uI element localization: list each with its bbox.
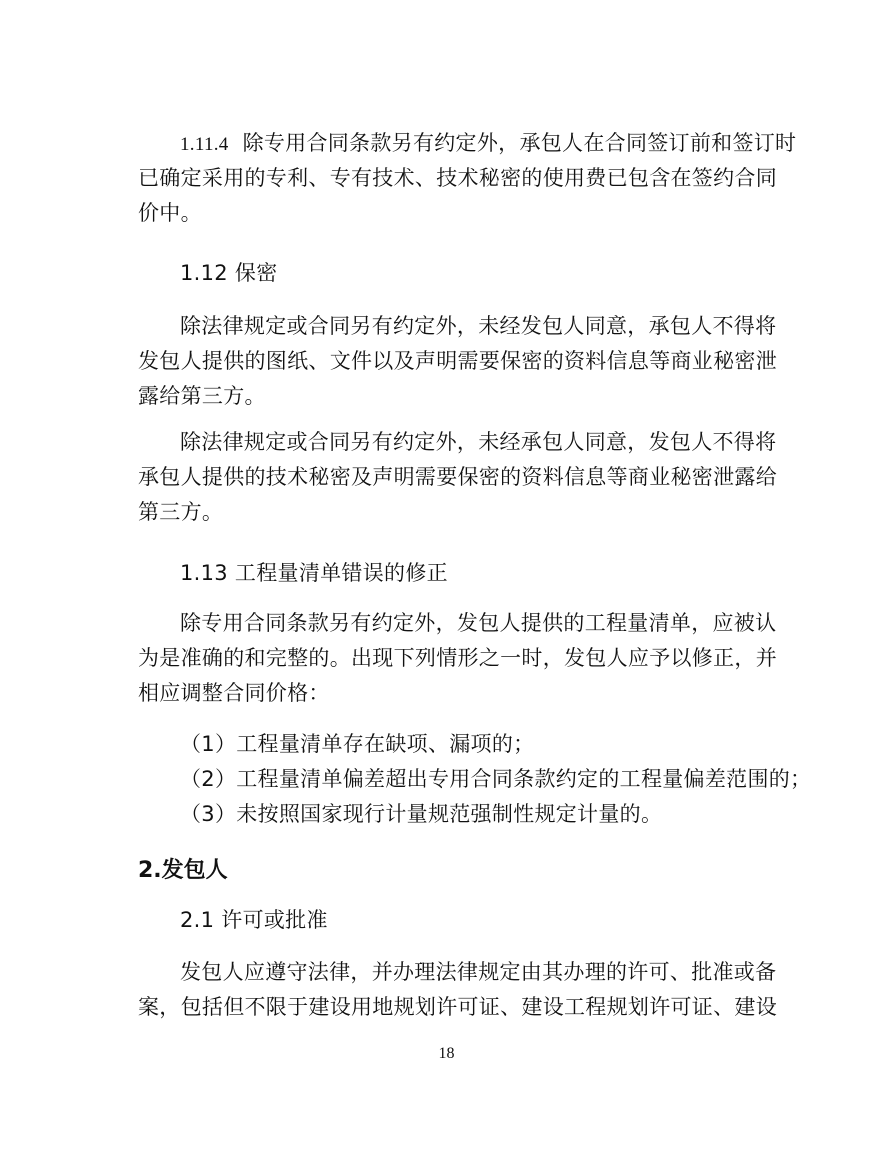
paragraph-line: 相应调整合同价格： [138,681,330,705]
section-heading: 1.12 保密 [180,261,278,285]
heading-1-12 [138,256,778,291]
heading-2-1 [138,903,778,938]
clause-1-11-4-line-1 [138,126,797,161]
section-heading: 2.1 许可或批准 [180,908,328,932]
list-item: （3）未按照国家现行计量规范强制性规定计量的。 [180,802,663,826]
paragraph-line: 案，包括但不限于建设用地规划许可证、建设工程规划许可证、建设 [138,995,777,1019]
chapter-heading: 2.发包人 [138,858,228,883]
paragraph-1-13 [138,606,778,711]
paragraph-line: 除法律规定或合同另有约定外，未经承包人同意，发包人不得将 [180,430,777,454]
paragraph-line: 发包人提供的图纸、文件以及声明需要保密的资料信息等商业秘密泄 [138,349,777,373]
paragraph-2-1 [138,955,778,1025]
clause-1-11-4 [138,126,797,231]
list-item: （1）工程量清单存在缺项、漏项的； [180,732,535,756]
page-number: 18 [438,1045,455,1062]
clause-text: 除专用合同条款另有约定外，承包人在合同签订前和签订时 [242,131,797,155]
paragraph-line: 发包人应遵守法律，并办理法律规定由其办理的许可、批准或备 [180,960,777,984]
paragraph-line: 露给第三方。 [138,384,266,408]
paragraph-line: 除法律规定或合同另有约定外，未经发包人同意，承包人不得将 [180,314,777,338]
paragraph-line: 承包人提供的技术秘密及声明需要保密的资料信息等商业秘密泄露给 [138,465,777,489]
paragraph-line: 除专用合同条款另有约定外，发包人提供的工程量清单，应被认 [180,611,777,635]
paragraph-1-12-a [138,309,778,414]
list-1-13 [138,727,812,832]
paragraph-line: 为是准确的和完整的。出现下列情形之一时，发包人应予以修正，并 [138,646,777,670]
clause-number: 1.11.4 [180,134,229,155]
section-heading: 1.13 工程量清单错误的修正 [180,561,448,585]
clause-1-11-4-line-2: 已确定采用的专利、专有技术、技术秘密的使用费已包含在签约合同 [138,166,777,190]
paragraph-line: 第三方。 [138,500,224,524]
heading-1-13 [138,556,778,591]
clause-1-11-4-line-3: 价中。 [138,201,202,225]
list-item: （2）工程量清单偏差超出专用合同条款约定的工程量偏差范围的； [180,767,812,791]
paragraph-1-12-b [138,425,778,530]
